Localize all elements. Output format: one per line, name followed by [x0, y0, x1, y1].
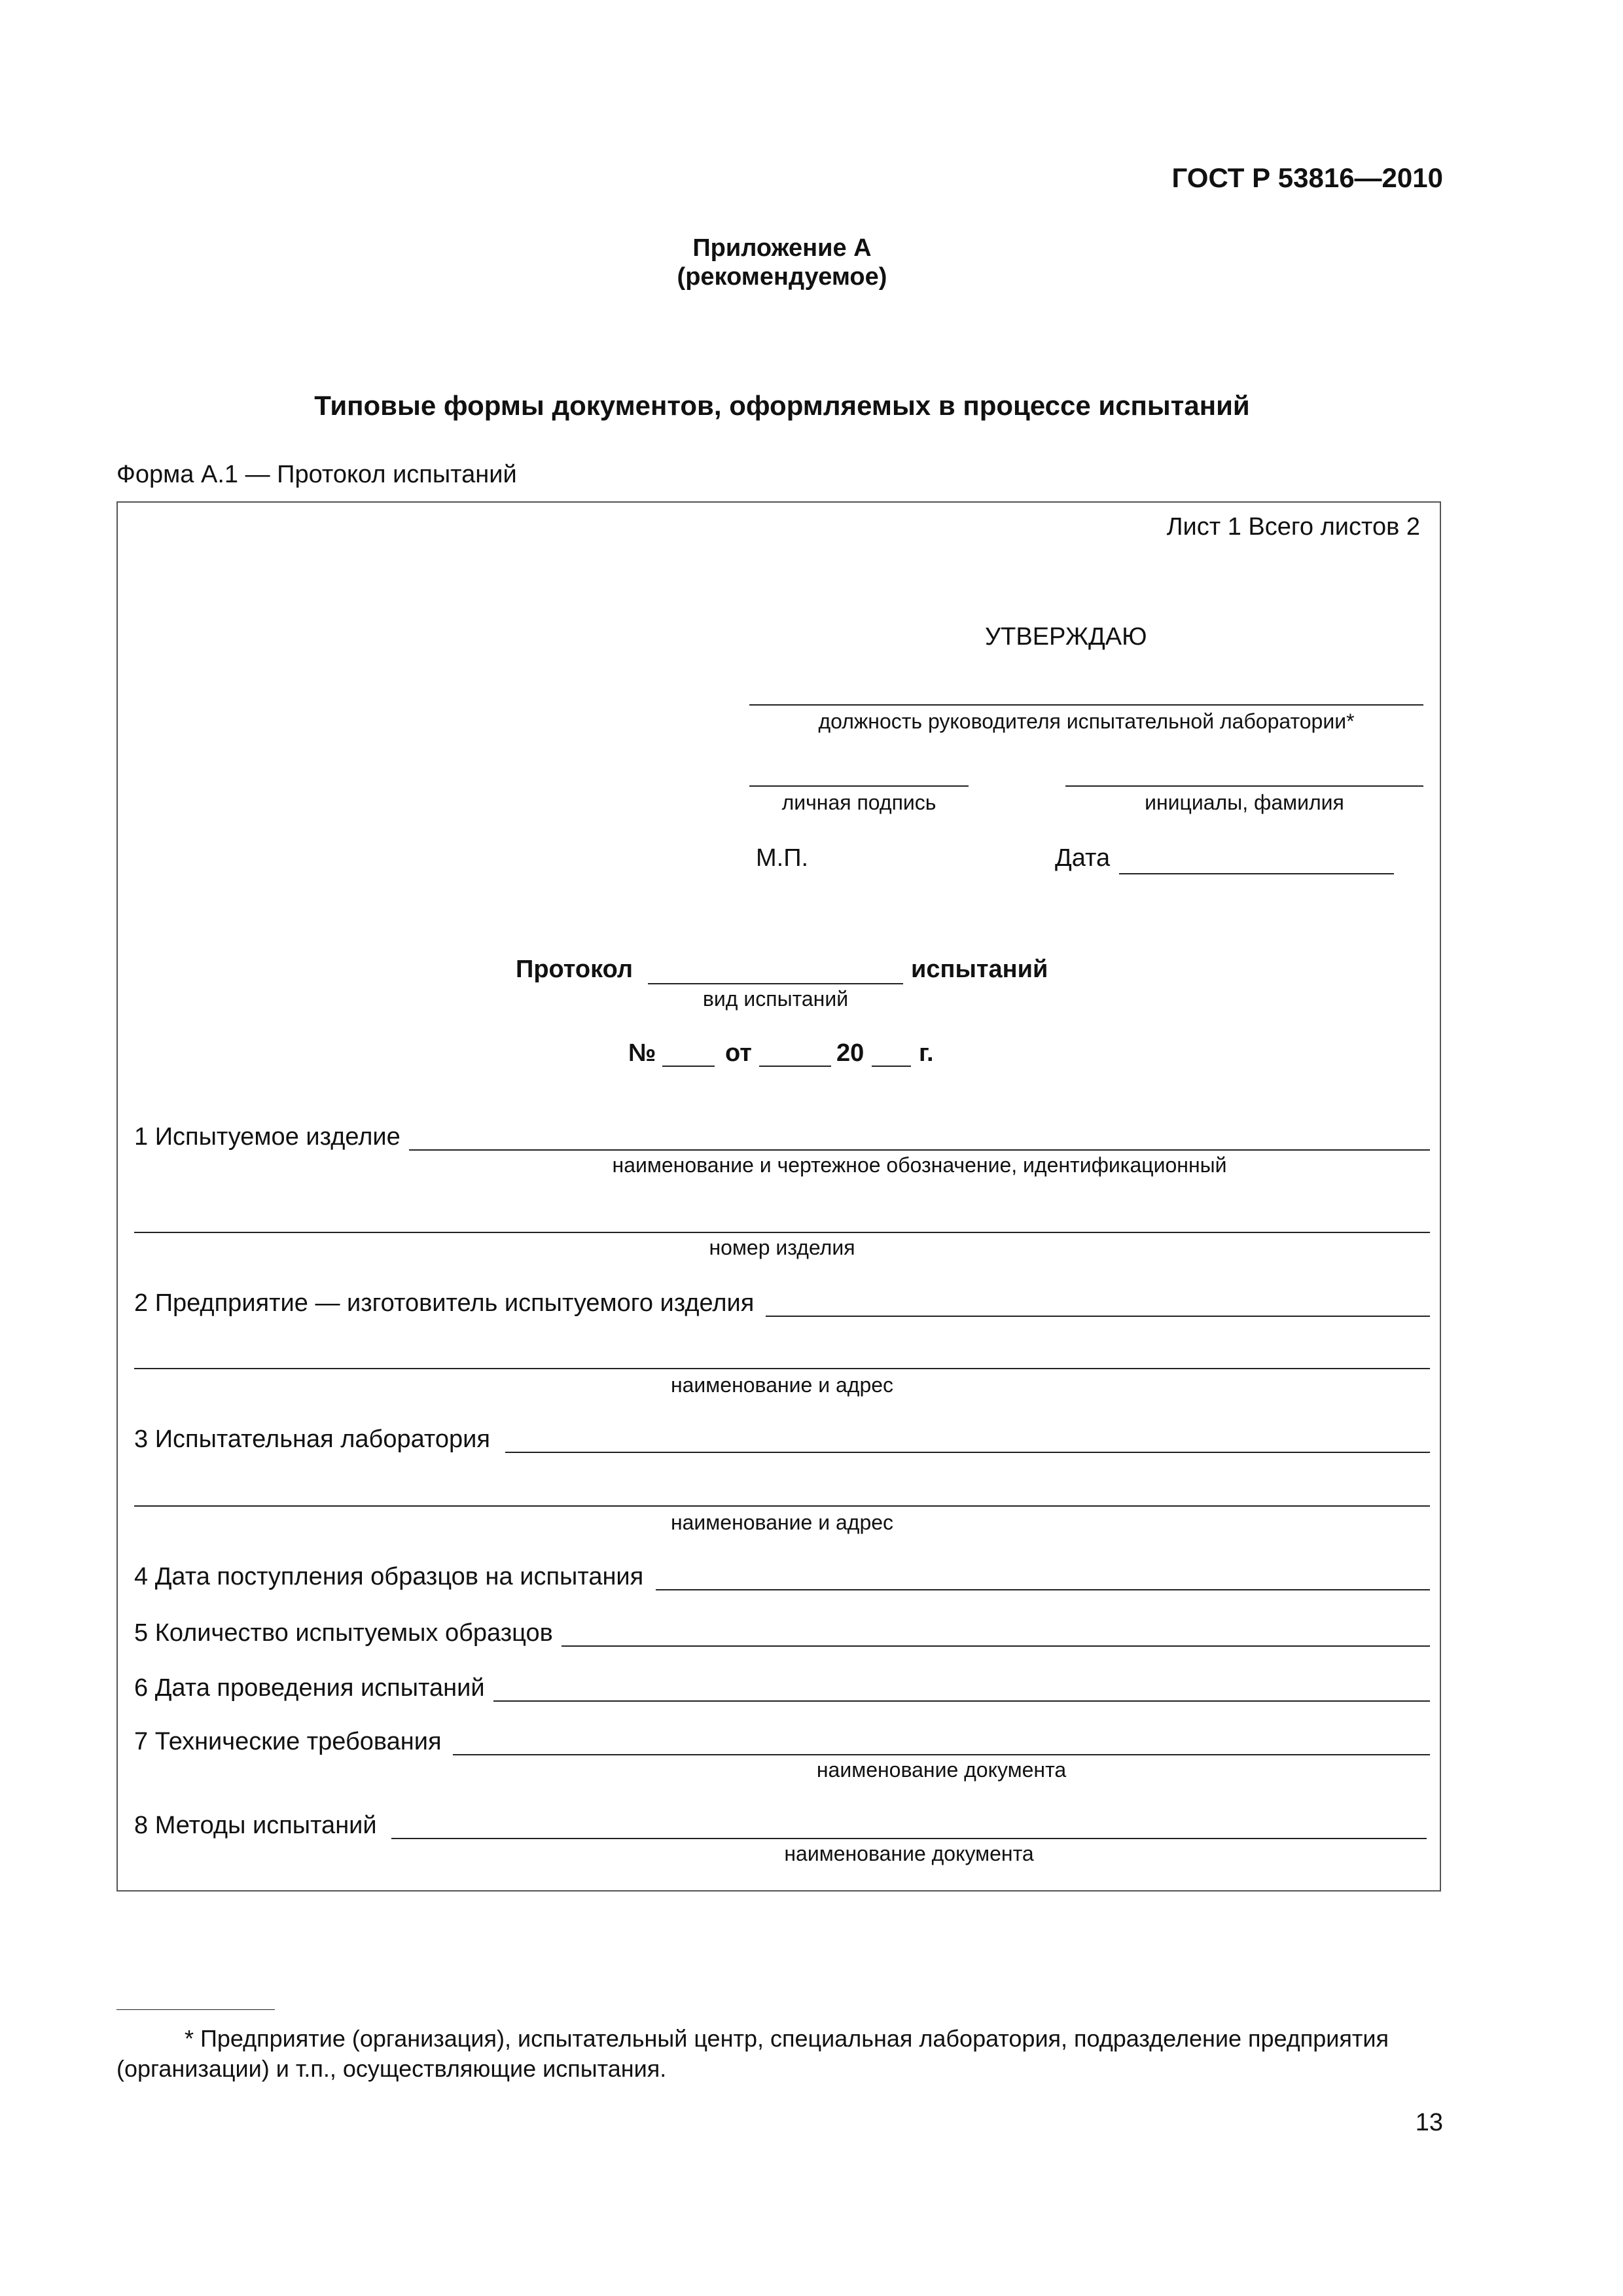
- item-3-hint: наименование и адрес: [670, 1511, 894, 1534]
- date-label: Дата: [1055, 844, 1111, 872]
- footnote-line-2: (организации) и т.п., осуществляющие испытания.: [116, 2055, 667, 2082]
- test-type-line[interactable]: [648, 983, 903, 984]
- number-sign: №: [628, 1039, 656, 1067]
- page-number: 13: [1415, 2109, 1443, 2136]
- from-word: от: [725, 1039, 752, 1067]
- initials-hint: инициалы, фамилия: [1145, 791, 1344, 814]
- item-8-hint: наименование документа: [784, 1842, 1034, 1865]
- item-1-label: 1 Испытуемое изделие: [134, 1123, 401, 1151]
- item-7-label: 7 Технические требования: [134, 1728, 442, 1755]
- item-7-hint: наименование документа: [816, 1758, 1067, 1782]
- appendix-status: (рекомендуемое): [677, 263, 887, 291]
- footnote-separator: [116, 2009, 275, 2010]
- year-line[interactable]: [872, 1066, 911, 1067]
- item-1-hint-2: номер изделия: [709, 1236, 855, 1259]
- item-2-line-2[interactable]: [134, 1368, 1430, 1369]
- item-2-hint: наименование и адрес: [670, 1373, 894, 1397]
- position-hint: должность руководителя испытательной лаборатории*: [818, 709, 1355, 733]
- position-line[interactable]: [749, 704, 1423, 706]
- item-2-label: 2 Предприятие — изготовитель испытуемого изделия: [134, 1289, 755, 1317]
- appendix-title: Приложение А: [692, 234, 872, 262]
- item-3-line[interactable]: [505, 1452, 1430, 1453]
- item-6-line[interactable]: [493, 1700, 1430, 1702]
- item-5-label: 5 Количество испытуемых образцов: [134, 1619, 553, 1647]
- item-1-hint: наименование и чертежное обозначение, идентификационный: [612, 1153, 1227, 1177]
- sheet-info: Лист 1 Всего листов 2: [1166, 513, 1420, 541]
- item-8-label: 8 Методы испытаний: [134, 1812, 377, 1839]
- item-4-line[interactable]: [656, 1589, 1430, 1590]
- initials-line[interactable]: [1065, 785, 1423, 787]
- tests-word: испытаний: [911, 956, 1048, 983]
- item-1-line-2[interactable]: [134, 1232, 1430, 1233]
- year-suffix: г.: [919, 1039, 934, 1067]
- day-month-line[interactable]: [759, 1066, 831, 1067]
- number-line[interactable]: [662, 1066, 715, 1067]
- protocol-word: Протокол: [516, 956, 633, 983]
- item-3-label: 3 Испытательная лаборатория: [134, 1426, 490, 1453]
- year-prefix: 20: [836, 1039, 865, 1067]
- item-6-label: 6 Дата проведения испытаний: [134, 1674, 485, 1702]
- approve-heading: УТВЕРЖДАЮ: [985, 623, 1147, 651]
- item-4-label: 4 Дата поступления образцов на испытания: [134, 1563, 644, 1590]
- item-2-line[interactable]: [766, 1316, 1430, 1317]
- standard-number: ГОСТ Р 53816—2010: [1171, 162, 1443, 193]
- signature-line[interactable]: [749, 785, 969, 787]
- footnote-line-1: * Предприятие (организация), испытательный центр, специальная лаборатория, подразделение предприятия: [185, 2025, 1389, 2052]
- item-3-line-2[interactable]: [134, 1505, 1430, 1507]
- form-caption: Форма А.1 — Протокол испытаний: [116, 461, 517, 488]
- item-7-line[interactable]: [453, 1754, 1430, 1755]
- item-8-line[interactable]: [391, 1838, 1427, 1839]
- item-5-line[interactable]: [562, 1645, 1430, 1647]
- date-line[interactable]: [1119, 873, 1394, 874]
- test-type-hint: вид испытаний: [702, 987, 849, 1011]
- section-title: Типовые формы документов, оформляемых в процессе испытаний: [314, 390, 1250, 421]
- item-1-line[interactable]: [409, 1149, 1430, 1151]
- signature-hint: личная подпись: [781, 791, 936, 814]
- stamp-label: М.П.: [756, 844, 809, 872]
